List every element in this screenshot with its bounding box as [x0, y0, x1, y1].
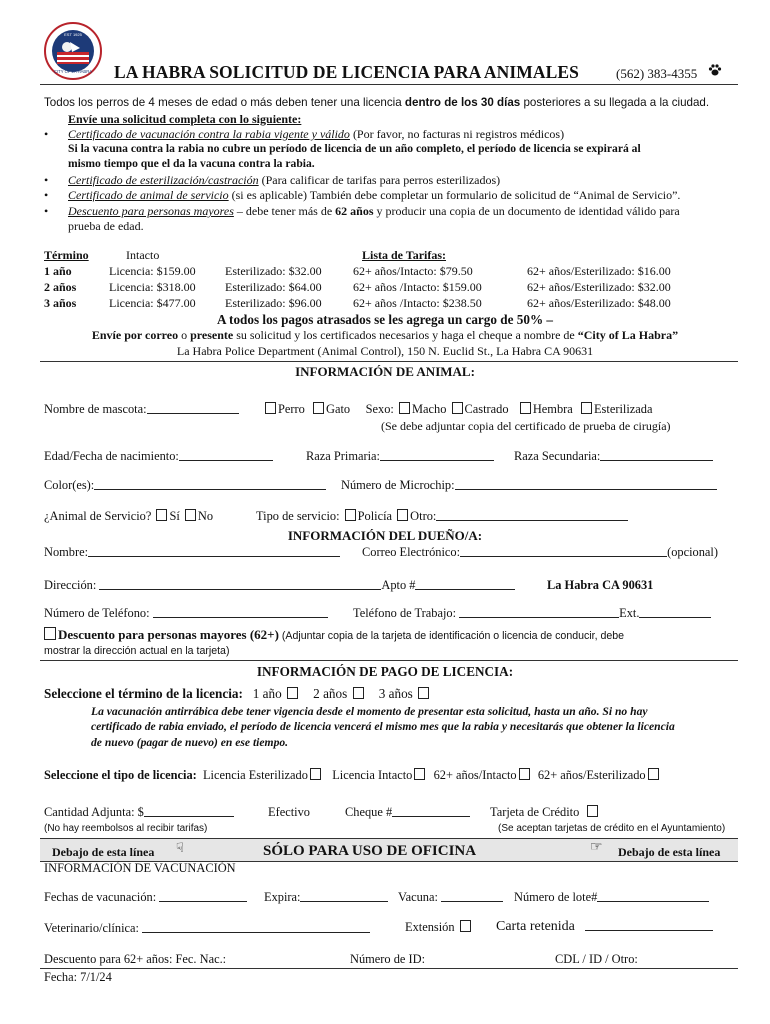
address-field[interactable] — [99, 578, 381, 590]
intro-line: Todos los perros de 4 meses de edad o más deben tener una licencia dentro de los 30 días posteriores a su llegada a la ciudad. — [44, 96, 710, 109]
phone-field[interactable] — [153, 606, 328, 618]
senior-discount-row: Descuento para personas mayores (62+) (Adjuntar copia de la tarjeta de identificación o licencia de conducir, debe — [44, 627, 624, 643]
microchip-field[interactable] — [455, 478, 717, 490]
rabies-warning-2: certificado de rabia enviado, el período de licencia vencerá el mismo mes que la rabia y necesitarás que obtener la licencia — [91, 720, 675, 733]
fee-intact: Licencia: $477.00 — [109, 296, 196, 310]
license-term-row: Seleccione el término de la licencia: 1 año 2 años 3 años — [44, 686, 431, 702]
vet-row: Veterinario/clínica: — [44, 921, 370, 936]
card-held-row: Carta retenida — [496, 919, 713, 935]
senior-discount-checkbox[interactable] — [44, 627, 56, 640]
owner-name-row: Nombre: — [44, 545, 340, 560]
rabies-warning-3: de nuevo (pagar de nuevo) en ese tiempo. — [91, 736, 289, 749]
no-refund-note: (No hay reembolsos al recibir tarifas) — [44, 823, 208, 834]
police-checkbox[interactable] — [345, 509, 356, 521]
term-header: Término — [44, 248, 89, 262]
term-2-checkbox[interactable] — [353, 687, 364, 699]
dog-checkbox[interactable] — [265, 402, 276, 414]
vaccine-field[interactable] — [441, 890, 503, 902]
credit-card-checkbox[interactable] — [587, 805, 598, 817]
check-row: Cheque # — [345, 805, 470, 820]
city-seal-logo — [44, 22, 102, 80]
vaccination-heading: INFORMACIÓN DE VACUNACIÓN — [44, 861, 236, 875]
bullet-1-note: Si la vacuna contra la rabia no cubre un período de licencia de un año completo, el período de licencia se expirará al — [68, 142, 641, 155]
section-rule — [40, 361, 738, 362]
pointing-hand-down-icon: ☟ — [176, 840, 184, 855]
bullet-2: • — [44, 173, 49, 187]
spayed-checkbox[interactable] — [581, 402, 592, 414]
office-bottom-rule-2 — [40, 968, 738, 969]
vet-field[interactable] — [142, 921, 370, 933]
paw-print-icon — [708, 63, 722, 81]
cdl-id-other-label: CDL / ID / Otro: — [555, 952, 638, 966]
lic-intact-checkbox[interactable] — [414, 768, 425, 780]
lot-field[interactable] — [597, 890, 709, 902]
bullet-1-note-2: mismo tiempo que el da la vacuna contra la rabia. — [68, 157, 315, 170]
email-field[interactable] — [460, 545, 667, 557]
surgery-note: (Se debe adjuntar copia del certificado de prueba de cirugía) — [381, 419, 671, 433]
svg-text:CITY OF LA HABRA: CITY OF LA HABRA — [53, 69, 93, 74]
extension-checkbox[interactable] — [460, 920, 471, 932]
address-row: Dirección: Apto # — [44, 578, 515, 593]
cat-checkbox[interactable] — [313, 402, 324, 414]
expires-row: Expira: — [264, 890, 388, 905]
owner-name-field[interactable] — [88, 545, 340, 557]
extension-row: Extensión — [405, 920, 473, 935]
bullet-3: • — [44, 188, 49, 202]
fee-senior-intact: 62+ años/Intacto: $79.50 — [353, 264, 473, 278]
phone-number: (562) 383-4355 — [616, 66, 698, 81]
work-phone-field[interactable] — [459, 606, 619, 618]
header-rule — [40, 84, 738, 85]
other-checkbox[interactable] — [397, 509, 408, 521]
card-held-field[interactable] — [585, 919, 713, 931]
microchip-row: Número de Microchip: — [341, 478, 717, 493]
payment-info-heading: INFORMACIÓN DE PAGO DE LICENCIA: — [256, 664, 514, 679]
neutered-checkbox[interactable] — [452, 402, 463, 414]
owner-info-heading: INFORMACIÓN DEL DUEÑO/A: — [287, 528, 483, 543]
rabies-warning-1: La vacunación antirrábica debe tener vigencia desde el momento de presentar esta solicitud, hasta un año. Si no hay — [91, 705, 648, 718]
license-type-row: Seleccione el tipo de licencia: Licencia Esterilizado Licencia Intacto 62+ años/Intacto 62+ años/Esterilizado — [44, 768, 661, 783]
fee-senior-sterilized: 62+ años/Esterilizado: $32.00 — [527, 280, 671, 294]
service-no-checkbox[interactable] — [185, 509, 196, 521]
senior-discount-note: mostrar la dirección actual en la tarjeta) — [44, 645, 230, 657]
mailing-address: La Habra Police Department (Animal Control), 150 N. Euclid St., La Habra CA 90631 — [176, 344, 594, 358]
amount-row: Cantidad Adjunta: $ — [44, 805, 234, 820]
below-line-left: Debajo de esta línea — [52, 845, 155, 859]
fee-term: 3 años — [44, 296, 77, 310]
bullet-1: • — [44, 127, 49, 141]
senior-sterilized-checkbox[interactable] — [648, 768, 659, 780]
fee-senior-intact: 62+ años /Intacto: $159.00 — [353, 280, 482, 294]
lot-row: Número de lote# — [514, 890, 709, 905]
animal-info-heading: INFORMACIÓN DE ANIMAL: — [295, 364, 475, 379]
svg-text:EST 1925: EST 1925 — [64, 32, 82, 37]
vacc-date-field[interactable] — [159, 890, 247, 902]
credit-card-row: Tarjeta de Crédito — [490, 805, 600, 820]
female-checkbox[interactable] — [520, 402, 531, 414]
ext-field[interactable] — [639, 606, 711, 618]
secondary-breed-row: Raza Secundaria: — [514, 449, 713, 464]
age-field[interactable] — [179, 449, 273, 461]
fee-term: 1 año — [44, 264, 72, 278]
fee-senior-sterilized: 62+ años/Esterilizado: $48.00 — [527, 296, 671, 310]
bullet-4-text: Descuento para personas mayores – debe tener más de 62 años y producir una copia de un documento de identidad válido para — [68, 204, 680, 218]
colors-field[interactable] — [94, 478, 326, 490]
city-state-zip: La Habra CA 90631 — [547, 578, 654, 592]
secondary-breed-field[interactable] — [600, 449, 713, 461]
vacc-date-row: Fechas de vacunación: — [44, 890, 247, 905]
term-1-checkbox[interactable] — [287, 687, 298, 699]
mail-instructions: Envíe por correo o presente su solicitud y los certificados necesarios y haga el cheque a nombre de “City of La Habra” — [91, 328, 679, 342]
primary-breed-field[interactable] — [380, 449, 494, 461]
other-service-field[interactable] — [436, 509, 628, 521]
vaccine-row: Vacuna: — [398, 890, 503, 905]
late-fee-notice: A todos los pagos atrasados se les agrega un cargo de 50% – — [216, 312, 554, 327]
service-type-row: Tipo de servicio: Policía Otro: — [256, 509, 628, 524]
fee-sterilized: Esterilizado: $96.00 — [225, 296, 322, 310]
form-date: Fecha: 7/1/24 — [44, 970, 112, 984]
below-line-right: Debajo de esta línea — [618, 845, 721, 859]
bullet-4-text-2: prueba de edad. — [68, 219, 144, 233]
male-checkbox[interactable] — [399, 402, 410, 414]
fee-intact: Licencia: $318.00 — [109, 280, 196, 294]
bullet-3-text: Certificado de animal de servicio (si es aplicable) También debe completar un formulario de solicitud de “Animal de Servicio”. — [68, 188, 681, 202]
amount-field[interactable] — [144, 805, 234, 817]
fee-intact: Licencia: $159.00 — [109, 264, 196, 278]
page-title: LA HABRA SOLICITUD DE LICENCIA PARA ANIMALES — [114, 62, 580, 82]
id-number-label: Número de ID: — [350, 952, 426, 966]
age-row: Edad/Fecha de nacimiento: — [44, 449, 273, 464]
pet-name-field[interactable] — [147, 402, 239, 414]
lic-sterilized-checkbox[interactable] — [310, 768, 321, 780]
primary-breed-row: Raza Primaria: — [306, 449, 494, 464]
term-3-checkbox[interactable] — [418, 687, 429, 699]
species-row: Perro Gato Sexo: Macho Castrado Hembra Esterilizada — [263, 402, 652, 417]
check-number-field[interactable] — [392, 805, 470, 817]
service-animal-row: ¿Animal de Servicio? Sí No — [44, 509, 214, 523]
bullet-1-text: Certificado de vacunación contra la rabia vigente y válido (Por favor, no facturas ni registros médicos) — [68, 127, 565, 141]
apt-field[interactable] — [415, 578, 515, 590]
work-phone-row: Teléfono de Trabajo: Ext. — [353, 606, 711, 621]
send-heading: Envíe una solicitud completa con lo siguiente: — [68, 112, 302, 126]
expires-field[interactable] — [300, 890, 388, 902]
pet-name-row: Nombre de mascota: — [44, 402, 239, 417]
service-yes-checkbox[interactable] — [156, 509, 167, 521]
bullet-2-text: Certificado de esterilización/castración (Para calificar de tarifas para perros esterilizados) — [68, 173, 501, 187]
fee-senior-intact: 62+ años /Intacto: $238.50 — [353, 296, 482, 310]
cash-option[interactable]: Efectivo — [268, 805, 310, 819]
bullet-4: • — [44, 204, 49, 218]
senior-discount-dob: Descuento para 62+ años: Fec. Nac.: — [44, 952, 227, 966]
fee-term: 2 años — [44, 280, 77, 294]
intact-header: Intacto — [126, 248, 160, 262]
section-rule — [40, 660, 738, 661]
phone-row: Número de Teléfono: — [44, 606, 328, 621]
office-use-title: SÓLO PARA USO DE OFICINA — [263, 843, 477, 859]
cards-accepted-note: (Se aceptan tarjetas de crédito en el Ayuntamiento) — [498, 823, 726, 834]
fee-senior-sterilized: 62+ años/Esterilizado: $16.00 — [527, 264, 671, 278]
senior-intact-checkbox[interactable] — [519, 768, 530, 780]
fee-sterilized: Esterilizado: $32.00 — [225, 264, 322, 278]
colors-row: Color(es): — [44, 478, 326, 493]
fee-list-header: Lista de Tarifas: — [362, 248, 447, 262]
pointing-hand-right-icon: ☞ — [590, 840, 603, 855]
fee-sterilized: Esterilizado: $64.00 — [225, 280, 322, 294]
email-row: Correo Electrónico: (opcional) — [362, 545, 718, 559]
